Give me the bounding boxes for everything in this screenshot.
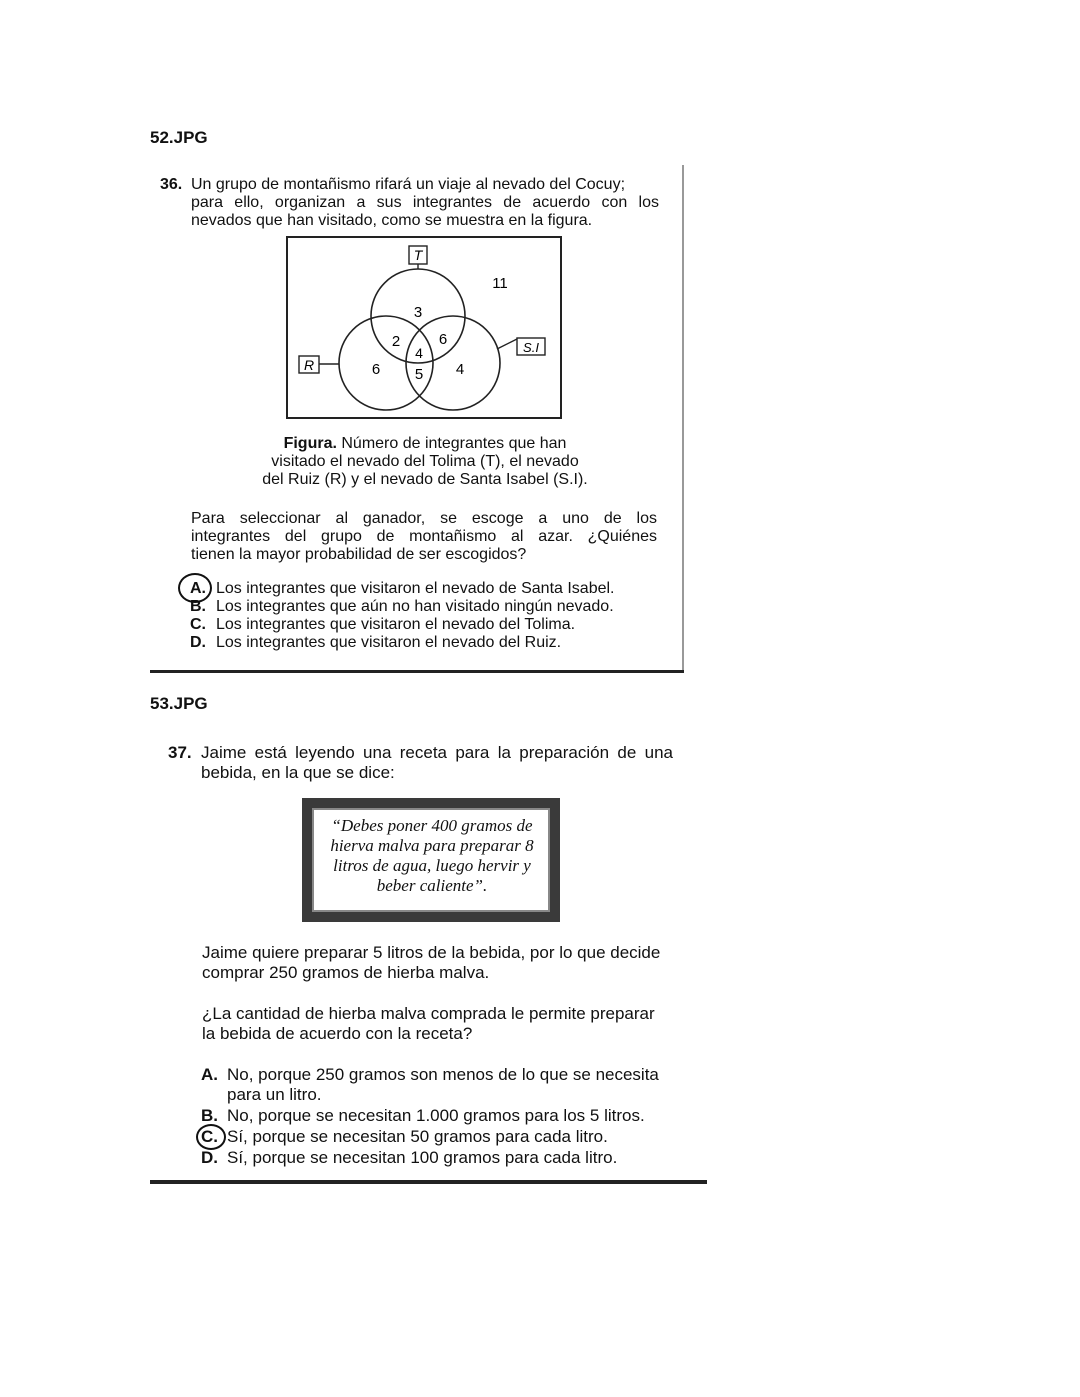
- option-36-b[interactable]: B. Los integrantes que aún no han visitado ningún nevado.: [190, 598, 614, 615]
- venn-value-only-r: 6: [371, 361, 381, 378]
- stem-line: Un grupo de montañismo rifará un viaje al nevado del Cocuy;: [191, 176, 626, 193]
- question-36-prompt: [191, 510, 657, 564]
- option-37-c[interactable]: C. Sí, porque se necesitan 50 gramos para cada litro.: [201, 1127, 608, 1146]
- image-label-52: 52.JPG: [150, 128, 208, 147]
- option-36-c[interactable]: C. Los integrantes que visitaron el nevado del Tolima.: [190, 616, 576, 633]
- venn-value-outside: 11: [492, 275, 508, 292]
- prompt-line: tienen la mayor probabilidad de ser escogidos?: [191, 546, 527, 563]
- para-line: comprar 250 gramos de hierba malva.: [202, 963, 490, 982]
- option-37-a[interactable]: A. No, porque 250 gramos son menos de lo que se necesita: [201, 1065, 659, 1084]
- quote-line: litros de agua, luego hervir y: [333, 856, 531, 875]
- stem-line: bebida, en la que se dice:: [201, 763, 395, 782]
- venn-diagram: [286, 236, 562, 419]
- venn-value-only-si: 4: [455, 361, 465, 378]
- option-37-d[interactable]: D. Sí, porque se necesitan 100 gramos para cada litro.: [201, 1148, 618, 1167]
- question-37-para2: [202, 1004, 676, 1044]
- section-divider-1: [150, 670, 684, 673]
- quote-line: beber caliente”.: [376, 876, 488, 895]
- venn-value-all: 4: [415, 345, 423, 361]
- venn-label-r: R: [303, 357, 315, 373]
- stem-line: nevados que han visitado, como se muestra en la figura.: [191, 212, 593, 229]
- venn-label-t: T: [413, 247, 423, 263]
- prompt-line: integrantes del grupo de montañismo al azar. ¿Quiénes: [191, 528, 657, 545]
- para-line: la bebida de acuerdo con la receta?: [202, 1024, 473, 1043]
- venn-value-t-si: 6: [438, 331, 448, 348]
- caption-line-2: visitado el nevado del Tolima (T), el nevado: [271, 453, 579, 470]
- venn-value-r-si: 5: [414, 366, 424, 383]
- question-37-para1: [202, 943, 676, 983]
- venn-value-only-t: 3: [413, 304, 423, 321]
- venn-label-si: S.I: [523, 340, 539, 355]
- caption-bold: Figura.: [283, 435, 337, 452]
- para-line: ¿La cantidad de hierba malva comprada le permite preparar: [202, 1004, 655, 1023]
- figure-caption: [230, 435, 620, 489]
- para-line: Jaime quiere preparar 5 litros de la bebida, por lo que decide: [202, 943, 661, 962]
- stem-line: para ello, organizan a sus integrantes de acuerdo con los: [191, 194, 659, 211]
- option-36-d[interactable]: D. Los integrantes que visitaron el nevado del Ruiz.: [190, 634, 562, 651]
- scan-edge-line: [682, 165, 684, 670]
- option-37-a-cont[interactable]: para un litro.: [227, 1085, 322, 1104]
- venn-value-t-r: 2: [391, 333, 401, 350]
- option-36-a[interactable]: A. Los integrantes que visitaron el nevado de Santa Isabel.: [190, 580, 615, 597]
- recipe-quote: [316, 816, 548, 896]
- caption-line-3: del Ruiz (R) y el nevado de Santa Isabel (S.I).: [262, 471, 588, 488]
- quote-line: hierva malva para preparar 8: [330, 836, 534, 855]
- quote-line: “Debes poner 400 gramos de: [331, 816, 533, 835]
- question-37-number: 37.: [168, 743, 192, 762]
- question-36-number: 36.: [160, 176, 183, 193]
- stem-line: Jaime está leyendo una receta para la preparación de una: [201, 743, 673, 762]
- image-label-53: 53.JPG: [150, 694, 208, 713]
- section-divider-2: [150, 1180, 707, 1184]
- option-37-b[interactable]: B. No, porque se necesitan 1.000 gramos para los 5 litros.: [201, 1106, 645, 1125]
- question-36-stem: [191, 176, 659, 230]
- prompt-line: Para seleccionar al ganador, se escoge a uno de los: [191, 510, 657, 527]
- caption-line-1: Figura. Número de integrantes que han: [283, 435, 567, 452]
- question-37-stem: [201, 743, 673, 783]
